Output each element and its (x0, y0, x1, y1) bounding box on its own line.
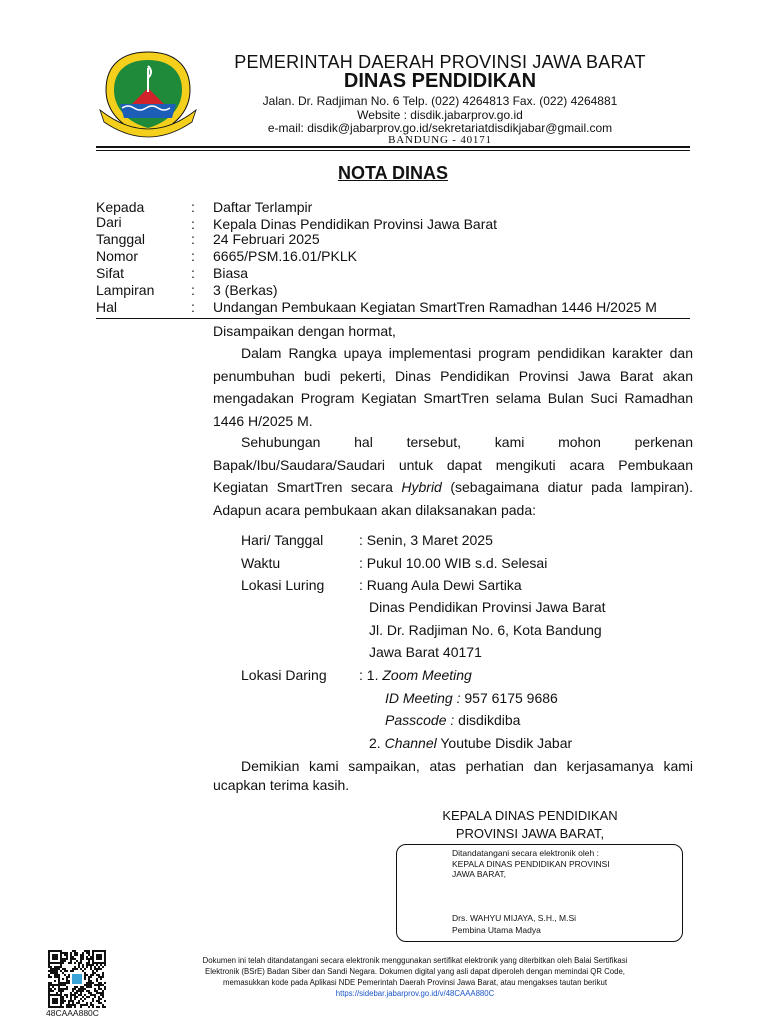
west-java-emblem-logo (98, 48, 198, 140)
zoom-passcode-value: disdikdiba (454, 712, 521, 728)
letterhead-rule-thick (96, 146, 690, 148)
footer-line-1: Dokumen ini telah ditandatangani secara elektronik menggunakan sertifikat elektronik yang diterbitkan oleh Balai Sertifikasi (202, 956, 628, 965)
field-value: 24 Februari 2025 (213, 231, 320, 247)
field-value: 6665/PSM.16.01/PKLK (213, 248, 357, 264)
detail-value-hari: : Senin, 3 Maret 2025 (359, 532, 493, 548)
electronic-signature-box (396, 844, 683, 942)
detail-label-daring: Lokasi Daring (241, 667, 327, 683)
paragraph-1: Dalam Rangka upaya implementasi program pendidikan karakter dan penumbuhan budi pekerti, Dinas Pendidikan Provinsi Jawa Barat akan mengadakan Program Kegiatan SmartTren selama Bulan Suci Ramadhan 1446 H/2025 M. (213, 345, 693, 429)
detail-value-luring-3: Jl. Dr. Radjiman No. 6, Kota Bandung (369, 622, 602, 638)
field-value: Kepala Dinas Pendidikan Provinsi Jawa Barat (213, 216, 498, 232)
paragraph-2-text-a: Sehubungan hal tersebut, kami mohon perkenan Bapak/Ibu/Saudara/Saudari untuk dapat mengikuti acara Pembukaan Kegiatan SmartTren secara (213, 434, 693, 495)
esign-caption: Ditandatangani secara elektronik oleh : (452, 848, 599, 858)
government-name: PEMERINTAH DAERAH PROVINSI JAWA BARAT (234, 52, 646, 72)
field-label: Nomor (96, 248, 139, 264)
field-colon: : (191, 199, 195, 215)
daring-1-prefix: : 1. (359, 667, 383, 683)
footer-line-3: memasukkan kode pada Aplikasi NDE Pemerintah Daerah Provinsi Jawa Barat, atau mengakses tautan berikut (223, 978, 607, 987)
esign-position-2: JAWA BARAT, (452, 869, 507, 879)
zoom-meeting-label: Zoom Meeting (382, 667, 472, 683)
daring-2-prefix: 2. (369, 735, 385, 751)
agency-city: BANDUNG - 40171 (388, 134, 492, 146)
zoom-passcode (385, 712, 520, 728)
field-value: Biasa (213, 265, 249, 281)
paragraph-2 (213, 431, 693, 521)
field-label: Hal (96, 299, 118, 315)
document-title: NOTA DINAS (338, 163, 448, 183)
esign-name: Drs. WAHYU MIJAYA, S.H., M.Si (452, 913, 577, 923)
agency-address: Jalan. Dr. Radjiman No. 6 Telp. (022) 4264813 Fax. (022) 4264881 (262, 94, 618, 108)
field-colon: : (191, 216, 195, 232)
field-label: Sifat (96, 265, 125, 281)
field-colon: : (191, 248, 195, 264)
greeting: Disampaikan dengan hormat, (213, 323, 396, 339)
field-value: 3 (Berkas) (213, 282, 278, 298)
detail-label-hari: Hari/ Tanggal (241, 532, 324, 548)
zoom-id-value: 957 6175 9686 (460, 690, 558, 706)
hybrid-term: Hybrid (401, 479, 442, 495)
agency-website: Website : disdik.jabarprov.go.id (357, 108, 523, 122)
field-colon: : (191, 231, 195, 247)
detail-value-luring-1: : Ruang Aula Dewi Sartika (359, 577, 522, 593)
field-label: Kepada (96, 199, 145, 215)
signatory-title-2: PROVINSI JAWA BARAT, (455, 826, 605, 841)
channel-label: Channel (384, 735, 437, 751)
detail-value-luring-4: Jawa Barat 40171 (369, 644, 482, 660)
qr-code-icon (48, 950, 106, 1008)
qr-code-text: 48CAAA880C (46, 1008, 99, 1018)
field-label: Lampiran (96, 282, 155, 298)
footer-line-2: Elektronik (BSrE) Badan Siber dan Sandi Negara. Dokumen digital yang asli dapat diperoleh dengan memindai QR Code, (205, 967, 625, 976)
letterhead-rule-thin (96, 150, 690, 151)
field-colon: : (191, 265, 195, 281)
zoom-passcode-label: Passcode : (385, 712, 455, 728)
esign-rank: Pembina Utama Madya (452, 925, 541, 935)
header-rule (96, 318, 690, 319)
closing-paragraph: Demikian kami sampaikan, atas perhatian dan kerjasamanya kami ucapkan terima kasih. (213, 758, 693, 793)
signatory-title-1: KEPALA DINAS PENDIDIKAN (442, 808, 618, 823)
esign-position-1: KEPALA DINAS PENDIDIKAN PROVINSI (452, 859, 610, 869)
detail-value-daring-1 (359, 667, 472, 683)
field-label: Tanggal (96, 231, 146, 247)
field-colon: : (191, 282, 195, 298)
field-colon: : (191, 299, 195, 315)
detail-value-luring-2: Dinas Pendidikan Provinsi Jawa Barat (369, 599, 606, 615)
field-label: Dari (96, 214, 122, 230)
agency-name: DINAS PENDIDIKAN (343, 70, 537, 92)
field-value: Undangan Pembukaan Kegiatan SmartTren Ramadhan 1446 H/2025 M (213, 299, 657, 315)
paragraph-2-text-b: (sebagaimana diatur pada lampiran). Adapun acara pembukaan akan dilaksanakan pada: (213, 479, 693, 518)
detail-value-waktu: : Pukul 10.00 WIB s.d. Selesai (359, 555, 548, 571)
agency-email: e-mail: disdik@jabarprov.go.id/sekretariatdisdikjabar@gmail.com (267, 121, 613, 135)
verification-link[interactable]: https://sidebar.jabarprov.go.id/v/48CAAA880C (335, 989, 495, 998)
detail-label-waktu: Waktu (241, 555, 281, 571)
detail-label-luring: Lokasi Luring (241, 577, 325, 593)
daring-2-rest: Youtube Disdik Jabar (436, 735, 573, 751)
zoom-id (385, 690, 558, 706)
field-value: Daftar Terlampir (213, 199, 313, 215)
zoom-id-label: ID Meeting : (385, 690, 461, 706)
detail-value-daring-2 (369, 735, 572, 751)
